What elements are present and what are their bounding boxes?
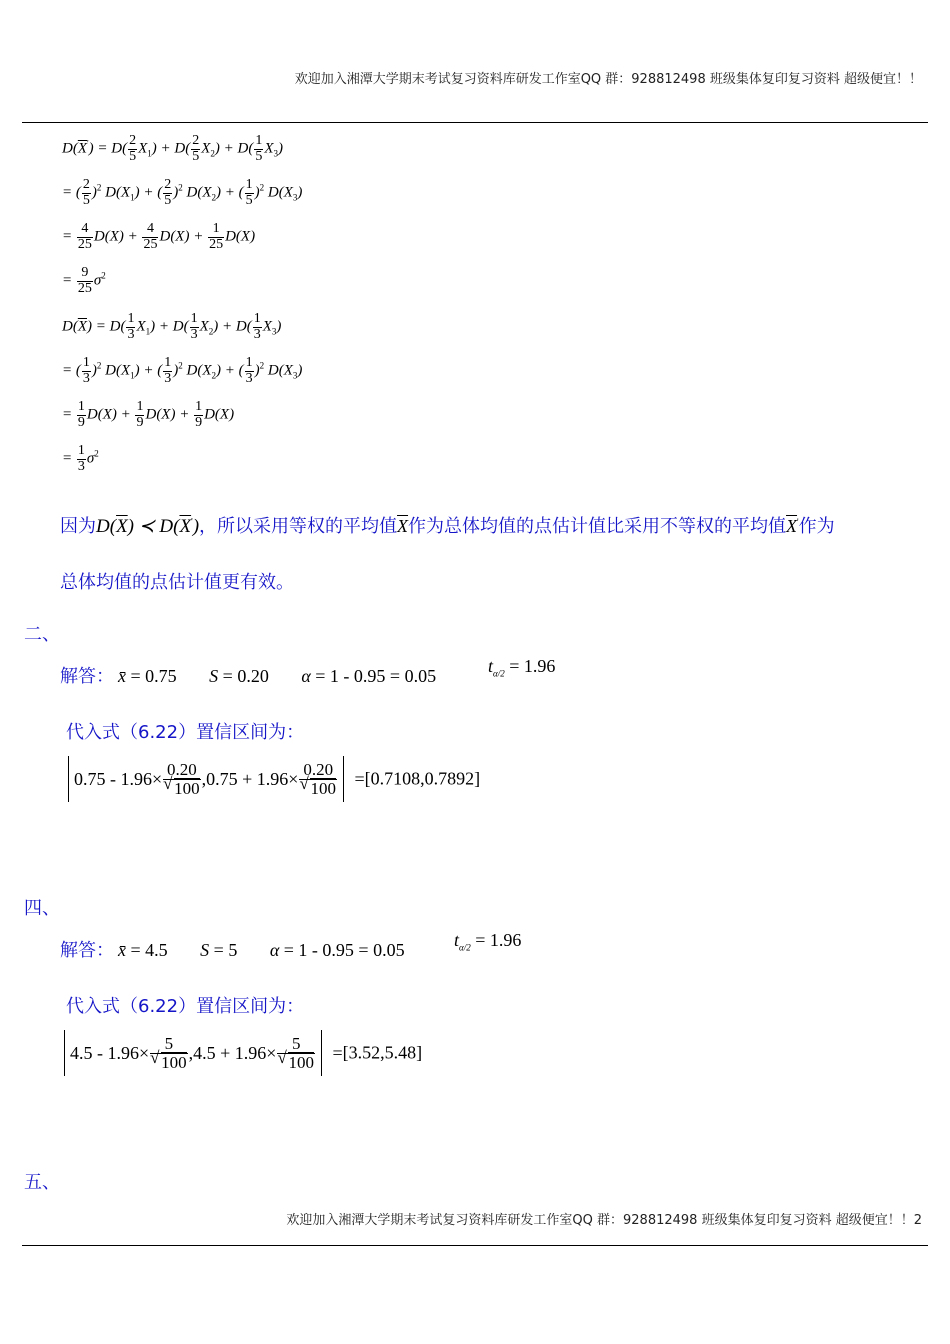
t-value: 1.96 bbox=[523, 656, 556, 676]
formula-label-four: 代入式（6.22）置信区间为： bbox=[66, 996, 305, 1017]
header-rule bbox=[22, 122, 928, 123]
frac-numerator: 0.20 bbox=[167, 759, 197, 779]
section-four-answer bbox=[60, 936, 405, 962]
interval-result: [0.7108,0.7892] bbox=[364, 768, 481, 789]
conclusion-line-1 bbox=[60, 512, 835, 538]
frac-denominator: √ 100 bbox=[310, 778, 336, 798]
frac-numerator: 0.20 bbox=[303, 759, 334, 779]
frac-numerator: 5 bbox=[291, 1033, 301, 1053]
t-critical-four: $t_{\alpha/2} = 1.96$ bbox=[454, 930, 522, 953]
variance-equal-line-1: $D(\overline{X}) = D$( $\frac{1}{3}$ $X_1) + D$( $\frac{1}{3}$ $X_2) + D$( $\frac{1}{3}$ $X_3$) bbox=[62, 311, 282, 342]
section-four-label: 四、 bbox=[24, 898, 60, 919]
variance-weighted-line-2: = ( $\frac{2}{5}$ )$^2$ $D(X_1)$ + ( $\frac{2}{5}$ )$^2$ $D(X_2)$ + ( $\frac{1}{5}$ )$^2$ $D(X_3)$ bbox=[62, 177, 303, 208]
page-header: 欢迎加入湘潭大学期末考试复习资料库研发工作室QQ 群：928812498 班级集体复印复习资料 超级便宜！！ bbox=[294, 72, 922, 87]
interval-mid: ,0.75 + 1.96× bbox=[201, 768, 299, 789]
xbar-prime-symbol: $\overline{X}'$ bbox=[786, 516, 799, 536]
frac-denominator: √ 100 bbox=[161, 1052, 187, 1072]
s-value: 0.20 bbox=[237, 666, 269, 686]
given-values: x̄ = 4.5 S = 5 α = 1 - 0.95 = 0.05 bbox=[118, 940, 405, 960]
variance-equal-line-4: = $\frac{1}{3}$ $\sigma^2$ bbox=[62, 443, 99, 474]
interval-two: 0.75 - 1.96× 0.20 √ 100 ,0.75 + 1.96× 0.20 √ 100 =[0.7108,0.7892] bbox=[68, 756, 480, 802]
interval-left: 0.75 - 1.96× bbox=[74, 768, 163, 789]
t-critical-two: $t_{\alpha/2} = 1.96$ bbox=[488, 656, 556, 679]
answer-label: 解答： bbox=[60, 666, 114, 687]
xbar-symbol: $\overline{X}$ bbox=[397, 516, 409, 536]
t-value: 1.96 bbox=[489, 930, 522, 950]
variance-weighted-line-1: $D(\overline{X}') = D$( $\frac{2}{5}$ $X_1) + D$( $\frac{2}{5}$ $X_2) + D$( $\frac{1}{5}$ $X_3$) bbox=[62, 133, 283, 164]
conclusion-part-a: 因为 bbox=[60, 516, 96, 537]
variance-weighted-line-4: = $\frac{9}{25}$ $\sigma^2$ bbox=[62, 265, 106, 296]
section-five-label: 五、 bbox=[24, 1172, 60, 1193]
conclusion-part-b: ，所以采用等权的平均值 bbox=[199, 516, 398, 537]
footer-rule bbox=[22, 1245, 928, 1246]
conclusion-part-d: 作为 bbox=[798, 516, 835, 537]
xbar-value: 4.5 bbox=[145, 940, 168, 960]
frac-numerator: 5 bbox=[164, 1033, 174, 1053]
variance-equal-line-2: = ( $\frac{1}{3}$ )$^2$ $D(X_1)$ + ( $\frac{1}{3}$ )$^2$ $D(X_2)$ + ( $\frac{1}{3}$ )$^2$ $D(X_3)$ bbox=[62, 355, 303, 386]
variance-equal-line-3: = $\frac{1}{9}$ D(X) + $\frac{1}{9}$ D(X) + $\frac{1}{9}$ D(X) bbox=[62, 399, 235, 430]
interval-left: 4.5 - 1.96× bbox=[70, 1042, 150, 1063]
section-two-label: 二、 bbox=[24, 624, 60, 645]
answer-label: 解答： bbox=[60, 940, 114, 961]
frac-denominator: √ 100 bbox=[288, 1052, 314, 1072]
variance-comparison: $D(\overline{X})$ ≺ $D(\overline{X}')$ bbox=[96, 516, 200, 537]
given-values: x̄ = 0.75 S = 0.20 α = 1 - 0.95 = 0.05 bbox=[118, 666, 437, 686]
alpha-expr: 1 - 0.95 = 0.05 bbox=[329, 666, 437, 686]
page-footer: 欢迎加入湘潭大学期末考试复习资料库研发工作室QQ 群：928812498 班级集体复印复习资料 超级便宜！！2 bbox=[286, 1213, 922, 1228]
interval-four: 4.5 - 1.96× 5 √ 100 ,4.5 + 1.96× 5 √ 100 =[3.52,5.48] bbox=[64, 1030, 422, 1076]
xbar-value: 0.75 bbox=[145, 666, 177, 686]
interval-mid: ,4.5 + 1.96× bbox=[188, 1042, 277, 1063]
conclusion-line-2: 总体均值的点估计值更有效。 bbox=[60, 572, 294, 593]
frac-denominator: √ 100 bbox=[174, 778, 200, 798]
section-two-answer bbox=[60, 662, 436, 688]
conclusion-part-c: 作为总体均值的点估计值比采用不等权的平均值 bbox=[408, 516, 787, 537]
alpha-expr: 1 - 0.95 = 0.05 bbox=[298, 940, 405, 960]
interval-result: [3.52,5.48] bbox=[342, 1042, 423, 1063]
formula-label-two: 代入式（6.22）置信区间为： bbox=[66, 722, 305, 743]
s-value: 5 bbox=[228, 940, 238, 960]
variance-weighted-line-3: = $\frac{4}{25}$ D(X) + $\frac{4}{25}$ D(X) + $\frac{1}{25}$ D(X) bbox=[62, 221, 256, 252]
